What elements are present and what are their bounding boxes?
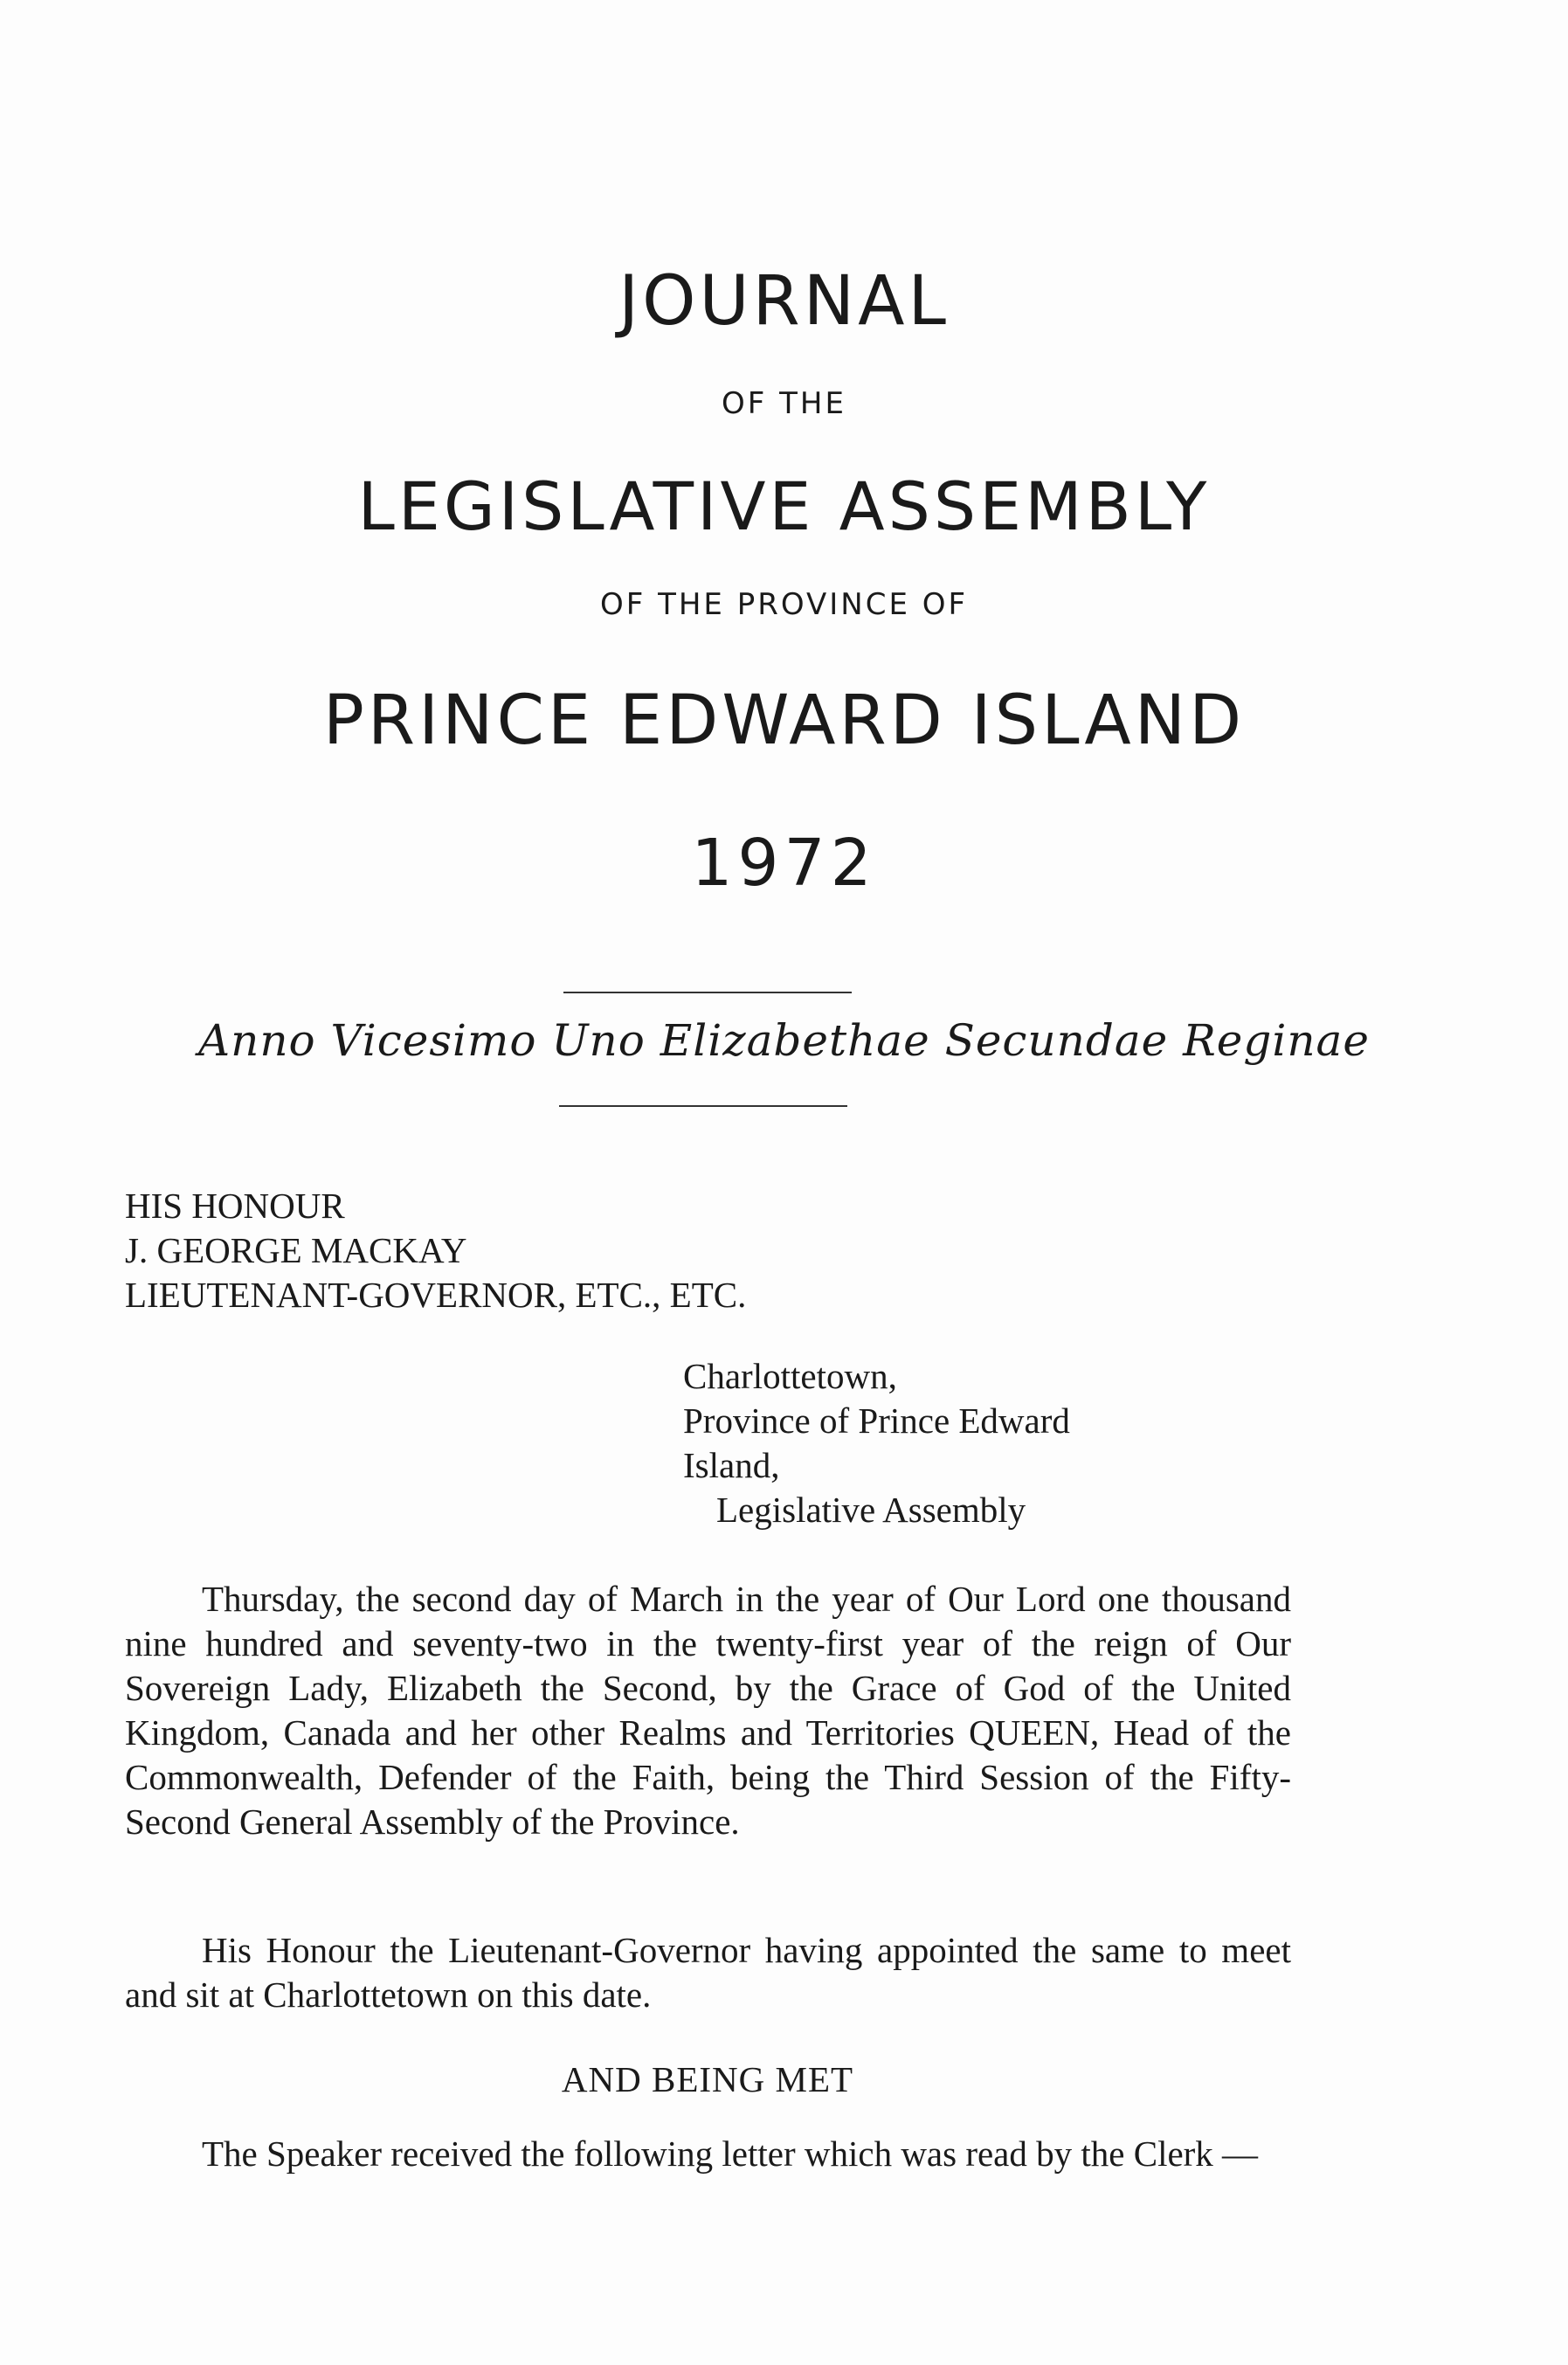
title-year: 1972 xyxy=(691,826,877,901)
place-block xyxy=(683,1354,1070,1532)
body-paragraph: The Speaker received the following letter which was read by the Clerk — xyxy=(202,2133,1259,2174)
title-journal: JOURNAL xyxy=(618,262,950,341)
place-line: Charlottetown, xyxy=(683,1356,897,1396)
title-legislative-assembly: LEGISLATIVE ASSEMBLY xyxy=(357,467,1211,545)
regnal-year-line: Anno Vicesimo Uno Elizabethae Secundae Reginae xyxy=(198,1015,1370,1066)
title-of-the: OF THE xyxy=(722,386,846,421)
divider-top xyxy=(563,992,852,993)
section-heading: AND BEING MET xyxy=(561,2059,854,2099)
addressee-line: HIS HONOUR xyxy=(125,1186,345,1226)
title-province-name: PRINCE EDWARD ISLAND xyxy=(322,681,1246,760)
place-line: Legislative Assembly xyxy=(716,1490,1026,1530)
addressee-line: J. GEORGE MACKAY xyxy=(125,1230,467,1270)
divider-bottom xyxy=(559,1105,847,1107)
body-paragraph: Thursday, the second day of March in the year of Our Lord one thousand nine hundred and seventy-two in the twenty-first year of the reign of Our Sovereign Lady, Elizabeth the Second, by the Grace of God of the United Kingdom, Canada and her other Realms and Territories QUEEN, Head of the Commonwealth, Defender of the Faith, being the Third Session of the Fifty-Second General Assembly of the Province. xyxy=(125,1579,1291,1842)
place-line: Island, xyxy=(683,1445,780,1485)
title-of-the-province-of: OF THE PROVINCE OF xyxy=(599,587,969,622)
body-paragraph: His Honour the Lieutenant-Governor having appointed the same to meet and sit at Charlottetown on this date. xyxy=(125,1930,1291,2015)
addressee-line: LIEUTENANT-GOVERNOR, ETC., ETC. xyxy=(125,1275,747,1315)
addressee-block xyxy=(125,1184,746,1317)
place-line: Province of Prince Edward xyxy=(683,1400,1070,1441)
